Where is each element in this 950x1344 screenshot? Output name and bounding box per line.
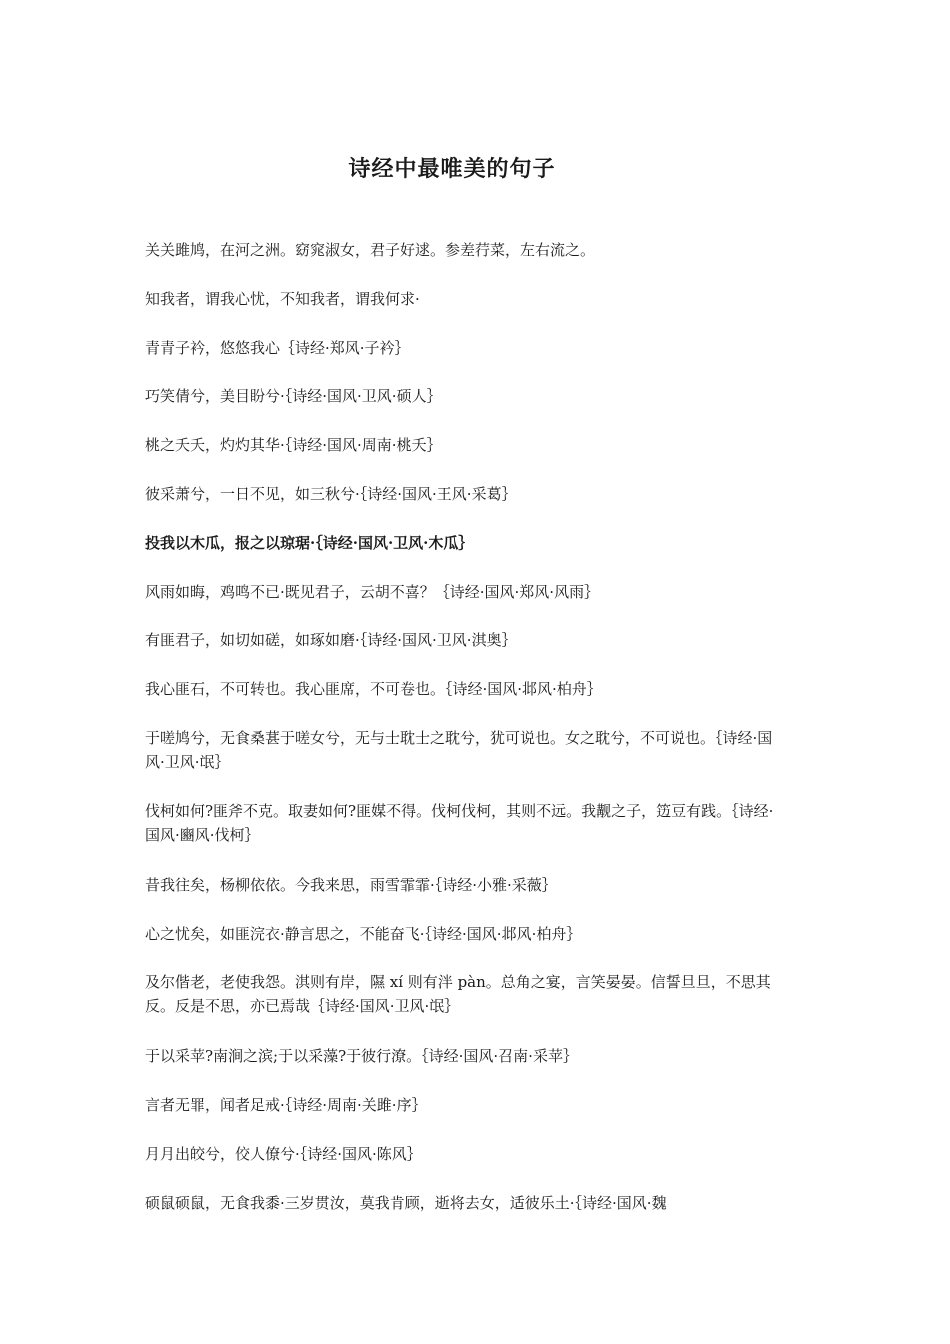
poem-line: 投我以木瓜，报之以琼琚·｛诗经·国风·卫风·木瓜｝ xyxy=(145,534,474,552)
poem-line: 风雨如晦，鸡鸣不已·既见君子，云胡不喜？｛诗经·国风·郑风·风雨｝ xyxy=(145,583,600,601)
poem-line: 月月出皎兮，佼人僚兮·｛诗经·国风·陈风｝ xyxy=(145,1145,422,1163)
poem-line: 心之忧矣，如匪浣衣·静言思之，不能奋飞·｛诗经·国风·邶风·柏舟｝ xyxy=(145,925,582,943)
poem-line: 有匪君子，如切如磋，如琢如磨·｛诗经·国风·卫风·淇奥｝ xyxy=(145,631,517,649)
poem-line: 关关雎鸠，在河之洲。窈窕淑女，君子好逑。参差荇菜，左右流之。 xyxy=(145,241,596,259)
poem-line: 于以采苹?南涧之滨;于以采藻?于彼行潦。｛诗经·国风·召南·采苹｝ xyxy=(145,1047,578,1065)
poem-line: 及尔偕老，老使我怨。淇则有岸，隰 xí 则有泮 pàn。总角之宴，言笑晏晏。信誓旦旦，不思其反。反是不思，亦已焉哉｛诗经·国风·卫风·氓｝ xyxy=(145,973,771,1015)
poem-line: 青青子衿，悠悠我心｛诗经·郑风·子衿｝ xyxy=(145,339,410,357)
poem-line: 知我者，谓我心忧，不知我者，谓我何求· xyxy=(145,290,420,308)
poem-line: 硕鼠硕鼠，无食我黍·三岁贯汝，莫我肯顾，逝将去女，适彼乐土·｛诗经·国风·魏 xyxy=(145,1194,667,1212)
poem-line: 我心匪石，不可转也。我心匪席，不可卷也。｛诗经·国风·邶风·柏舟｝ xyxy=(145,680,602,698)
poem-line: 伐柯如何?匪斧不克。取妻如何?匪媒不得。伐柯伐柯，其则不远。我觏之子，笾豆有践。｛诗经·国风·豳风·伐柯｝ xyxy=(145,802,774,844)
poem-line: 昔我往矣，杨柳依依。今我来思，雨雪霏霏·｛诗经·小雅·采薇｝ xyxy=(145,876,557,894)
poem-line: 彼采萧兮，一日不见，如三秋兮·｛诗经·国风·王风·采葛｝ xyxy=(145,485,517,503)
poem-line: 言者无罪，闻者足戒·｛诗经·周南·关雎·序｝ xyxy=(145,1096,427,1114)
poem-line: 巧笑倩兮，美目盼兮·｛诗经·国风·卫风·硕人｝ xyxy=(145,387,442,405)
document-title: 诗经中最唯美的句子 xyxy=(348,156,556,182)
poem-line: 桃之夭夭，灼灼其华·｛诗经·国风·周南·桃夭｝ xyxy=(145,436,442,454)
poem-line: 于嗟鸠兮，无食桑葚于嗟女兮，无与士耽士之耽兮，犹可说也。女之耽兮，不可说也。｛诗经·国风·卫风·氓｝ xyxy=(145,729,773,771)
